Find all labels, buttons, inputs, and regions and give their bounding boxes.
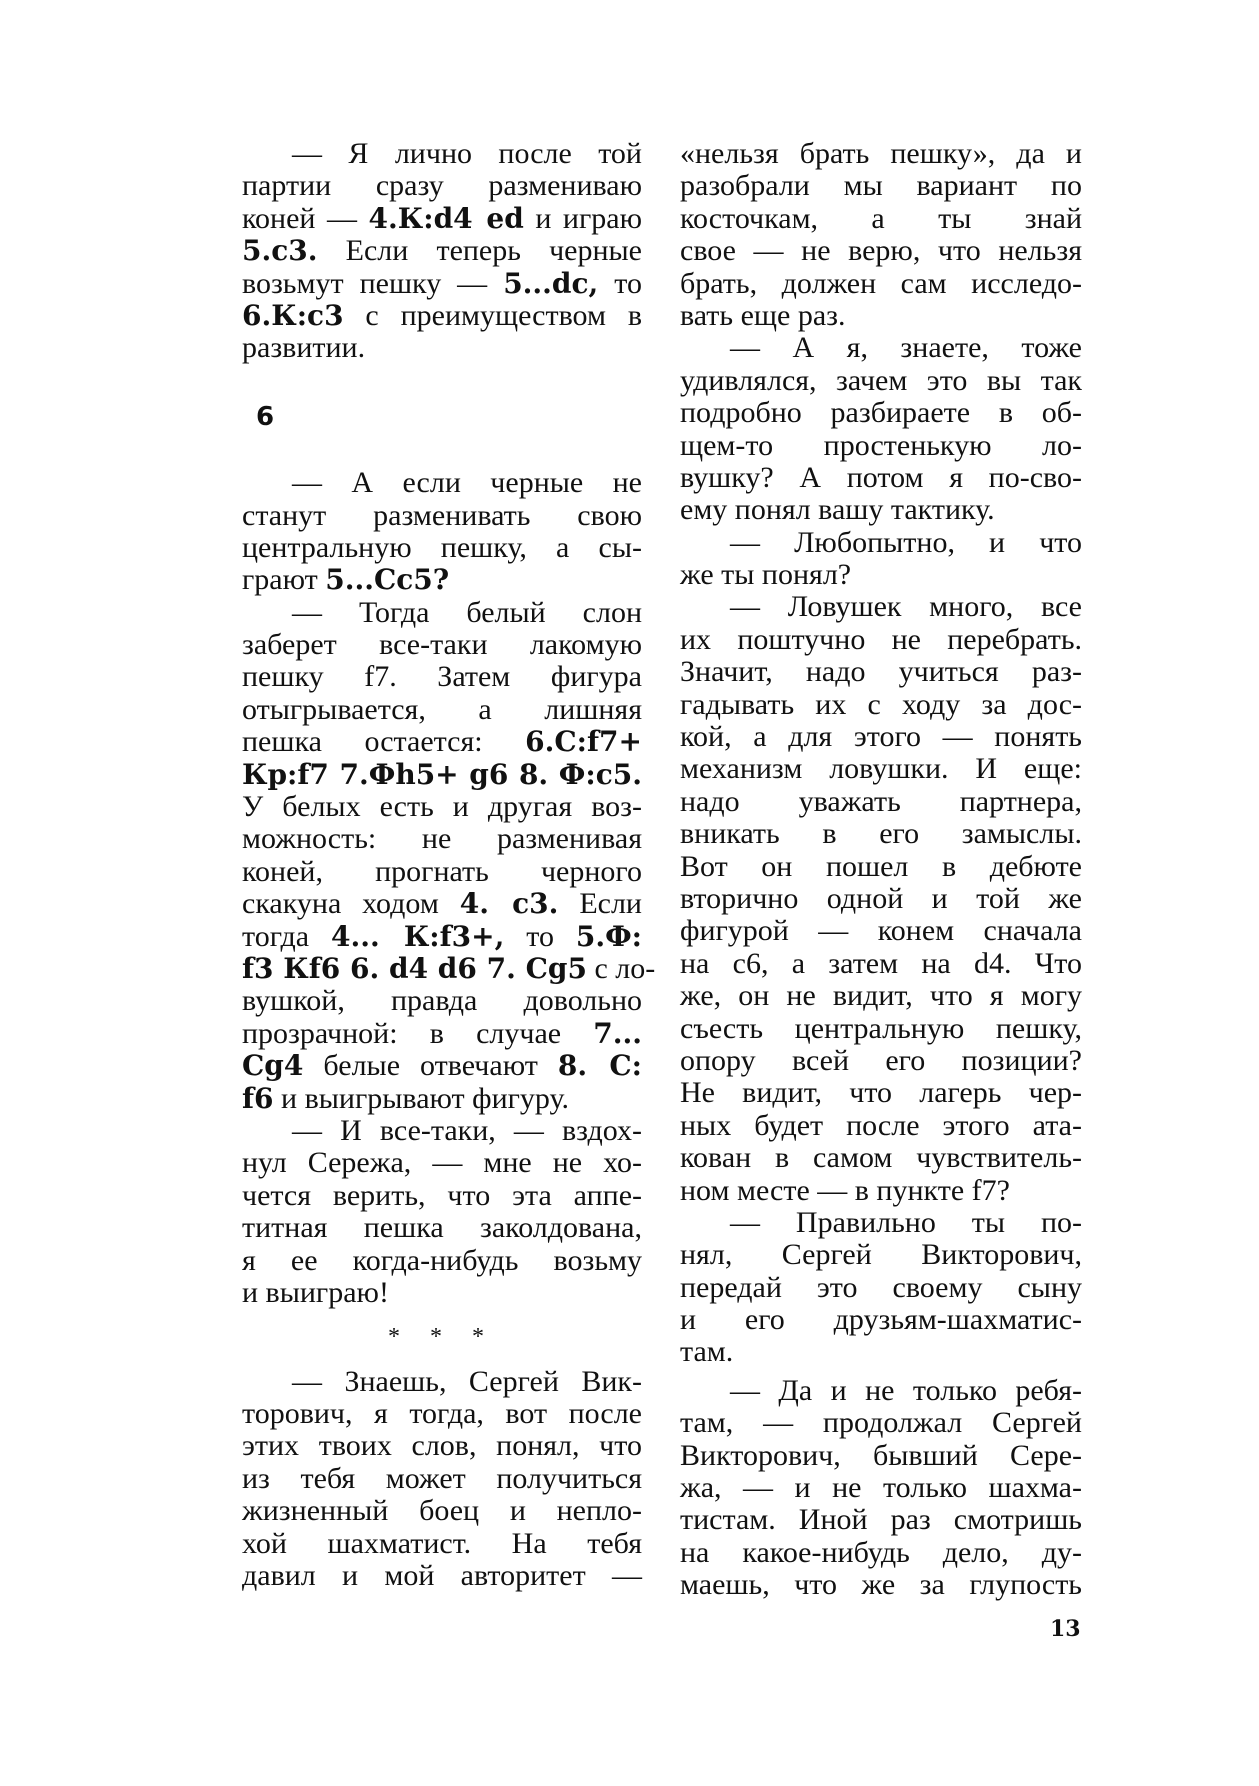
text-run: возьмут пешку — [242,266,504,300]
chess-notation: 4. c3. [459,887,559,921]
text-line: вникать в его замыслы. [680,817,1082,851]
chess-notation: 6.С:f7+ [525,725,642,759]
text-line: и выиграю! [242,1275,389,1309]
text-run: прозрачной: в случае [242,1016,594,1050]
chess-notation: 5...Cc5? [325,563,450,597]
text-line: отыгрывается, а лишняя [242,692,642,726]
text-line: жа, — и не только шахма- [680,1471,1082,1505]
text-line: из тебя может получиться [242,1461,642,1495]
text-line: Не видит, что лагерь чер- [680,1076,1082,1110]
left-column [242,137,656,1593]
text-line: — Да и не только ребя- [730,1373,1082,1407]
chess-notation: f3 Кf6 6. d4 d6 7. Cg5 [242,951,587,985]
text-line: — Знаешь, Сергей Вик- [292,1364,642,1398]
text-line: станут разменивать свою [242,498,642,532]
text-run: и выигрывают фигуру. [273,1081,570,1115]
text-line: — И все-таки, — вздох- [292,1113,642,1147]
text-line: — А я, знаете, тоже [730,331,1082,365]
text-line: пешку f7. Затем фигура [242,660,642,694]
text-line: косточкам, а ты знай [680,201,1082,235]
chess-notation: 8. С: [557,1049,642,1083]
text-run: Если [558,887,642,921]
text-line: надо уважать партнера, [680,784,1082,818]
text-line: подробно разбираете в об- [680,396,1082,430]
page-number: 13 [1050,1616,1081,1642]
paragraph [242,467,642,597]
paragraph [680,1375,1082,1602]
text-run: белые отвечают [303,1049,558,1083]
text-line: заберет все-таки лакомую [242,628,642,662]
text-line: вушкой, правда довольно [242,984,642,1018]
text-line [242,726,642,758]
text-line: «нельзя брать пешку», да и [680,137,1082,170]
text-line: ных будет после этого ата- [680,1108,1082,1142]
text-line: разобрали мы вариант по [680,169,1082,203]
text-line [242,1018,642,1050]
text-run: то [598,266,642,300]
text-line: — Правильно ты по- [730,1205,1082,1239]
text-line: щем-то простенькую ло- [680,428,1082,462]
text-line: У белых есть и другая воз- [242,790,642,824]
chess-notation-line: Кр:f7 7.Фh5+ g6 8. Ф:c5. [242,757,642,791]
paragraph [680,332,1082,526]
text-line: опору всей его позиции? [680,1043,1082,1077]
text-line: ему понял вашу тактику. [680,493,995,527]
text-run: с преимуществом в [343,298,642,332]
text-line [242,888,642,920]
text-line: партии сразу размениваю [242,169,642,203]
text-line: ном месте — в пункте f7? [680,1173,1010,1207]
text-line: там, — продолжал Сергей [680,1406,1082,1440]
text-line: развитии. [242,331,366,365]
text-line: давил и мой авторитет — [242,1559,642,1593]
text-line: нул Сережа, — мне не хо- [242,1146,642,1180]
text-line: Викторович, бывший Сере- [680,1438,1082,1472]
text-line: титная пешка заколдована, [242,1211,642,1245]
text-line: вушку? А потом я по-сво- [680,460,1082,494]
spacer [242,1309,642,1321]
text-line: хой шахматист. На тебя [242,1526,642,1560]
text-run: и играю [523,201,642,235]
text-line [242,268,642,300]
text-line [242,1050,642,1082]
text-line: центральную пешку, а сы- [242,530,642,564]
chess-notation: 5...dc, [503,266,599,300]
text-run: коней — [242,201,369,235]
chess-notation: 5.Ф: [575,919,642,953]
spacer [242,1354,642,1366]
text-line: этих твоих слов, понял, что [242,1429,642,1463]
text-line [242,203,642,235]
spacer [242,433,642,467]
section-separator: * * * [388,1324,496,1351]
paragraph [680,1207,1082,1369]
text-line: фигурой — конем сначала [680,914,1082,948]
text-line: и его друзьям-шахматис- [680,1303,1082,1337]
chess-notation: 4... К:f3+, [330,919,505,953]
text-line [242,300,642,332]
text-line: жизненный боец и непло- [242,1494,642,1528]
paragraph [680,591,1082,1206]
text-line: я ее когда-нибудь возьму [242,1243,642,1277]
text-line: — Я лично после той [292,137,642,170]
text-line: нял, Сергей Викторович, [680,1238,1082,1272]
chess-notation: Cg4 [242,1049,304,1083]
text-line: брать, должен сам исследо- [680,266,1082,300]
text-line: удивлялся, зачем это вы так [680,363,1082,397]
text-line: их поштучно не перебрать. [680,622,1082,656]
text-line: Значит, надо учиться раз- [680,655,1082,689]
paragraph [680,138,1082,332]
text-line: на какое-нибудь дело, ду- [680,1535,1082,1569]
chess-notation: 6.К:c3 [242,298,344,332]
text-line [242,564,642,596]
text-line [242,235,642,267]
chapter-number: 6 [256,401,275,432]
text-line: передай это своему сыну [680,1270,1082,1304]
paragraph [242,595,656,1115]
text-line: съесть центральную пешку, [680,1011,1082,1045]
text-line: тистам. Иной раз смотришь [680,1503,1082,1537]
text-line: — Любопытно, и что [730,525,1082,559]
text-line: кован в самом чувствитель- [680,1141,1082,1175]
chess-notation: 5.c3. [242,234,318,268]
text-line: свое — не верю, что нельзя [680,234,1082,268]
text-run: с ло- [586,951,656,985]
text-line: чется верить, что эта аппе- [242,1178,642,1212]
text-line: же, он не видит, что я могу [680,979,1082,1013]
text-line: кой, а для этого — понять [680,720,1082,754]
spacer [242,365,642,399]
text-line: вать еще раз. [680,298,846,332]
text-line: — Тогда белый слон [292,595,642,629]
text-run: грают [242,563,326,597]
text-run: то [504,919,576,953]
text-run: Если теперь черные [317,234,642,268]
paragraph [242,1366,642,1593]
chess-notation: 4.К:d4 ed [368,201,524,235]
text-line: — Ловушек много, все [730,590,1082,624]
text-run: пешка остается: [242,725,526,759]
text-line [242,1083,642,1115]
text-line: маешь, что же за глупость [680,1568,1082,1602]
text-line: же ты понял? [680,558,852,592]
text-line: коней, прогнать черного [242,854,642,888]
text-line [242,951,656,985]
text-run: тогда [242,919,331,953]
text-line: там. [680,1335,734,1369]
text-line: Вот он пошел в дебюте [680,849,1082,883]
paragraph [242,1115,642,1309]
chess-notation: f6 [242,1081,274,1115]
chess-notation: 7... [593,1016,642,1050]
text-line [242,921,642,953]
text-line: гадывать их с ходу за дос- [680,687,1082,721]
text-line: механизм ловушки. И еще: [680,752,1082,786]
paragraph [242,138,642,365]
paragraph [680,527,1082,592]
right-column [680,138,1082,1602]
text-line: можность: не разменивая [242,822,642,856]
text-line: на c6, а затем на d4. Что [680,946,1082,980]
text-line: торович, я тогда, вот после [242,1397,642,1431]
text-line: вторично одной и той же [680,881,1082,915]
text-run: скакуна ходом [242,887,460,921]
text-line: — А если черные не [292,466,642,500]
